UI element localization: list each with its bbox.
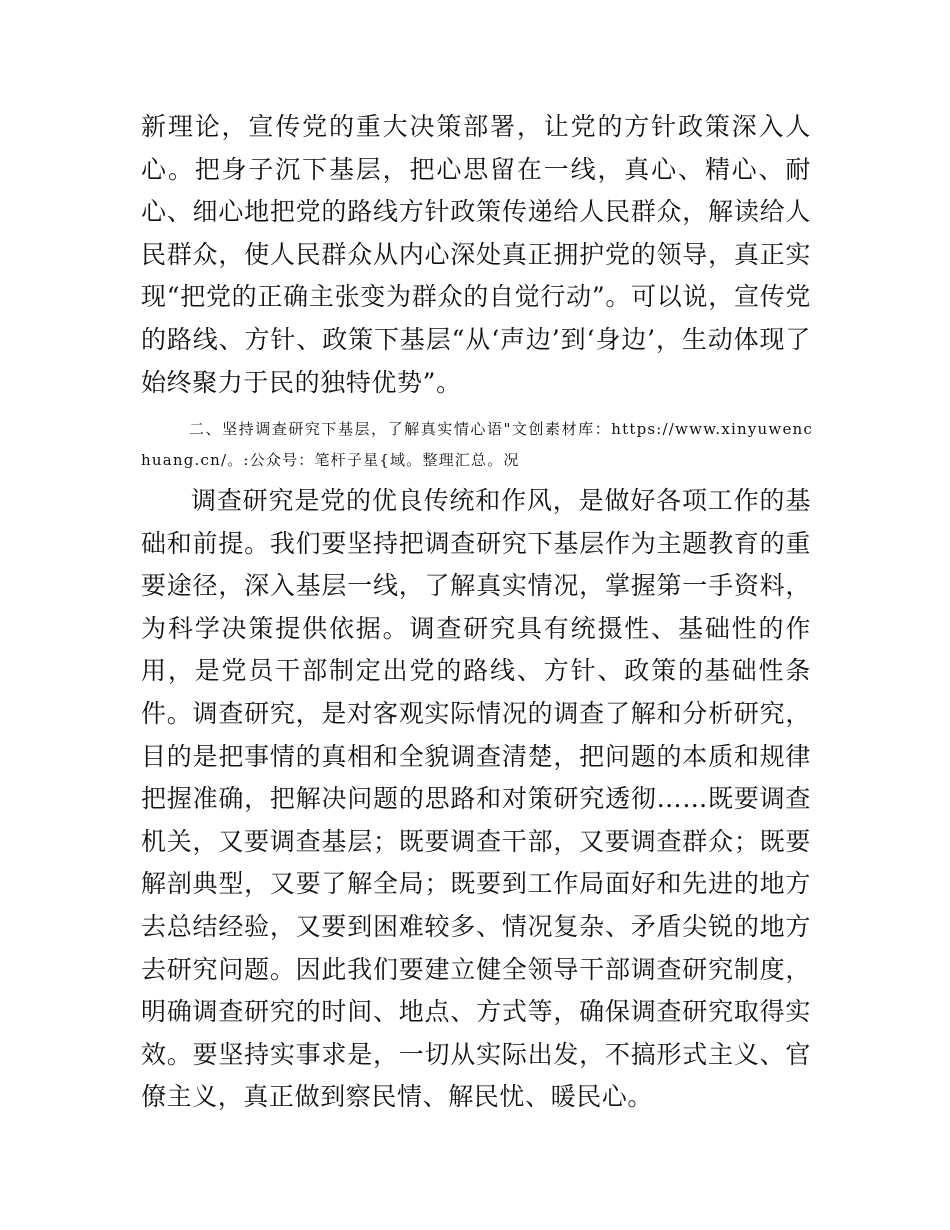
body-paragraph-2: 调查研究是党的优良传统和作风，是做好各项工作的基础和前提。我们要坚持把调查研究下基层作为主题教育的重要途径，深入基层一线，了解真实情况，掌握第一手资料，为科学决策提供依据。调查研究具有统摄性、基础性的作用，是党员干部制定出党的路线、方针、政策的基础性条件。调查研究，是对客观实际情况的调查了解和分析研究，目的是把事情的真相和全貌调查清楚，把问题的本质和规律把握准确，把解决问题的思路和对策研究透彻……既要调查机关，又要调查基层；既要调查干部，又要调查群众；既要解剖典型，又要了解全局；既要到工作局面好和先进的地方去总结经验，又要到困难较多、情况复杂、矛盾尖锐的地方去研究问题。因此我们要建立健全领导干部调查研究制度，明确调查研究的时间、地点、方式等，确保调查研究取得实效。要坚持实事求是，一切从实际出发，不搞形式主义、官僚主义，真正做到察民情、解民忧、暖民心。	[141, 486, 811, 1112]
body-paragraph-1: 新理论，宣传党的重大决策部署，让党的方针政策深入人心。把身子沉下基层，把心思留在一线，真心、精心、耐心、细心地把党的路线方针政策传递给人民群众，解读给人民群众，使人民群众从内心深处真正拥护党的领导，真正实现“把党的正确主张变为群众的自觉行动”。可以说，宣传党的路线、方针、政策下基层“从‘声边’到‘身边’，生动体现了始终聚力于民的独特优势”。	[141, 112, 811, 397]
section-heading: 二、坚持调查研究下基层，了解真实情心语"文创素材库：https://www.xinyuwenchuang.cn/。:公众号：笔杆子星{域。整理汇总。况	[141, 420, 813, 469]
